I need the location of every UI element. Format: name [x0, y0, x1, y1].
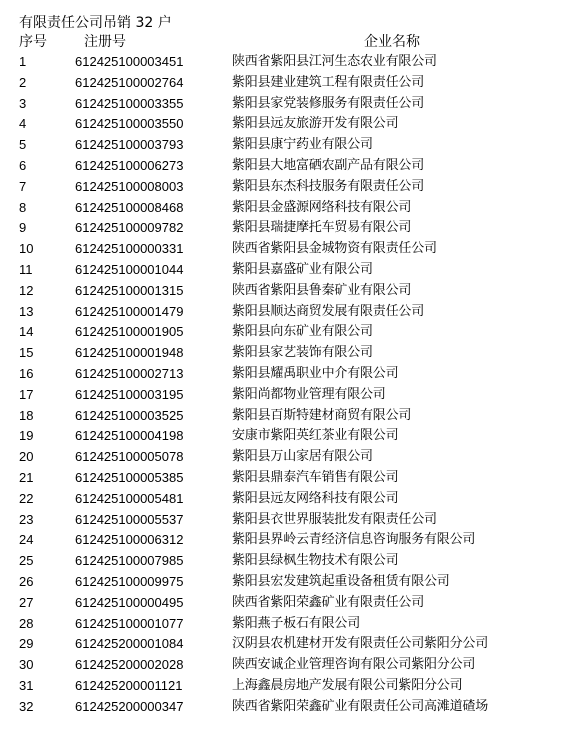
row-serial-number: 5	[19, 137, 27, 153]
table-row	[19, 655, 569, 676]
row-serial-number: 11	[19, 261, 33, 277]
row-registration-number: 612425100003451	[75, 54, 184, 69]
row-serial-number: 20	[19, 449, 34, 465]
table-row	[19, 94, 569, 115]
row-serial-number: 7	[19, 178, 27, 194]
table-row	[19, 447, 569, 468]
row-serial-number: 31	[19, 677, 34, 693]
row-company-name: 紫阳县康宁药业有限公司	[232, 137, 373, 153]
row-company-name: 紫阳县万山家居有限公司	[232, 449, 373, 465]
table-row	[19, 510, 569, 531]
table-row	[19, 343, 569, 364]
table-body	[19, 52, 569, 718]
row-registration-number: 612425100001905	[75, 324, 184, 340]
row-serial-number: 19	[19, 428, 34, 444]
row-registration-number: 612425100002713	[75, 365, 184, 381]
row-registration-number: 612425100001315	[75, 282, 184, 298]
header-registration-number: 注册号	[84, 34, 126, 50]
table-row	[19, 198, 569, 219]
table-row	[19, 676, 569, 697]
row-company-name: 紫阳县宏发建筑起重设备租赁有限公司	[232, 573, 450, 589]
row-registration-number: 612425200001121	[75, 677, 183, 693]
row-serial-number: 24	[19, 532, 34, 548]
table-row	[19, 135, 569, 156]
row-registration-number: 612425100000331	[75, 241, 184, 257]
row-company-name: 陕西省紫阳荣鑫矿业有限责任公司	[232, 594, 425, 610]
row-registration-number: 612425100003525	[75, 407, 184, 423]
row-company-name: 紫阳县远友旅游开发有限公司	[232, 116, 399, 132]
row-company-name: 紫阳县衣世界服装批发有限责任公司	[232, 511, 437, 527]
table-row	[19, 634, 569, 655]
table-row	[19, 322, 569, 343]
row-registration-number: 612425100001948	[75, 345, 184, 361]
table-row	[19, 52, 569, 73]
table-row	[19, 156, 569, 177]
row-company-name: 紫阳县远友网络科技有限公司	[232, 490, 399, 506]
row-serial-number: 13	[19, 303, 34, 319]
row-registration-number: 612425200001084	[75, 636, 184, 652]
row-serial-number: 1	[19, 54, 27, 69]
row-registration-number: 612425100003355	[75, 95, 184, 111]
row-serial-number: 29	[19, 636, 34, 652]
row-company-name: 紫阳县东杰科技服务有限责任公司	[232, 178, 425, 194]
row-company-name: 汉阴县农机建材开发有限责任公司紫阳分公司	[232, 636, 489, 652]
row-registration-number: 612425100007985	[75, 553, 184, 569]
row-registration-number: 612425100001044	[75, 261, 184, 277]
row-serial-number: 28	[19, 615, 34, 631]
table-row	[19, 302, 569, 323]
row-registration-number: 612425100009782	[75, 220, 184, 236]
table-row	[19, 73, 569, 94]
row-registration-number: 612425100005537	[75, 511, 184, 527]
table-row	[19, 593, 569, 614]
row-registration-number: 612425100008003	[75, 178, 184, 194]
row-serial-number: 9	[19, 220, 27, 236]
row-serial-number: 10	[19, 241, 34, 257]
row-registration-number: 612425100003195	[75, 386, 184, 402]
row-company-name: 陕西省紫阳县金城物资有限责任公司	[232, 241, 437, 257]
row-registration-number: 612425100005078	[75, 449, 184, 465]
row-serial-number: 30	[19, 657, 34, 673]
row-company-name: 上海鑫晨房地产发展有限公司紫阳分公司	[232, 677, 463, 693]
table-header	[19, 33, 569, 52]
document	[19, 14, 569, 718]
table-row	[19, 551, 569, 572]
row-registration-number: 612425100004198	[75, 428, 184, 444]
row-registration-number: 612425100000495	[75, 594, 184, 610]
row-serial-number: 21	[19, 469, 34, 485]
table-row	[19, 489, 569, 510]
row-company-name: 紫阳县大地富硒农副产品有限公司	[232, 157, 425, 173]
table-row	[19, 406, 569, 427]
row-registration-number: 612425100003550	[75, 116, 184, 132]
table-row	[19, 177, 569, 198]
row-registration-number: 612425100006273	[75, 157, 184, 173]
row-registration-number: 612425100003793	[75, 137, 184, 153]
header-serial-number: 序号	[19, 34, 47, 50]
row-serial-number: 27	[19, 594, 34, 610]
document-title: 有限责任公司吊销 32 户	[19, 15, 172, 31]
row-serial-number: 14	[19, 324, 34, 340]
table-row	[19, 218, 569, 239]
row-serial-number: 23	[19, 511, 34, 527]
row-registration-number: 612425100001479	[75, 303, 184, 319]
table-row	[19, 260, 569, 281]
row-registration-number: 612425100008468	[75, 199, 184, 215]
row-company-name: 陕西省紫阳县鲁秦矿业有限公司	[232, 282, 412, 298]
row-serial-number: 4	[19, 116, 27, 132]
row-company-name: 紫阳县耀禹职业中介有限公司	[232, 365, 399, 381]
table-row	[19, 572, 569, 593]
row-serial-number: 3	[19, 95, 27, 111]
table-row	[19, 614, 569, 635]
row-company-name: 紫阳县嘉盛矿业有限公司	[232, 261, 373, 277]
row-company-name: 紫阳县鼎泰汽车销售有限公司	[232, 469, 399, 485]
row-registration-number: 612425100005385	[75, 469, 184, 485]
row-registration-number: 612425100001077	[75, 615, 184, 631]
table-row	[19, 281, 569, 302]
table-row	[19, 468, 569, 489]
row-company-name: 紫阳县界岭云青经济信息咨询服务有限公司	[232, 532, 476, 548]
row-company-name: 陕西安诚企业管理咨询有限公司紫阳分公司	[232, 657, 476, 673]
row-serial-number: 25	[19, 553, 34, 569]
table-row	[19, 385, 569, 406]
row-company-name: 紫阳县建业建筑工程有限责任公司	[232, 74, 425, 90]
row-company-name: 紫阳尚都物业管理有限公司	[232, 386, 386, 402]
row-serial-number: 18	[19, 407, 34, 423]
table-row	[19, 530, 569, 551]
row-company-name: 安康市紫阳英红茶业有限公司	[232, 428, 399, 444]
row-registration-number: 612425100005481	[75, 490, 184, 506]
row-serial-number: 12	[19, 282, 34, 298]
row-company-name: 紫阳县瑞捷摩托车贸易有限公司	[232, 220, 412, 236]
row-serial-number: 32	[19, 698, 34, 714]
row-company-name: 紫阳县绿枫生物技术有限公司	[232, 553, 399, 569]
row-company-name: 紫阳县百斯特建材商贸有限公司	[232, 407, 412, 423]
row-serial-number: 16	[19, 365, 34, 381]
row-serial-number: 17	[19, 386, 34, 402]
table-row	[19, 697, 569, 718]
row-serial-number: 2	[19, 74, 27, 90]
row-registration-number: 612425200002028	[75, 657, 184, 673]
row-company-name: 陕西省紫阳县江河生态农业有限公司	[232, 54, 437, 69]
row-company-name: 紫阳县顺达商贸发展有限责任公司	[232, 303, 425, 319]
row-registration-number: 612425100009975	[75, 573, 184, 589]
row-registration-number: 612425100006312	[75, 532, 184, 548]
table-row	[19, 364, 569, 385]
row-company-name: 紫阳县向东矿业有限公司	[232, 324, 373, 340]
row-company-name: 紫阳县家党装修服务有限责任公司	[232, 95, 425, 111]
row-company-name: 紫阳燕子板石有限公司	[232, 615, 361, 631]
row-company-name: 陕西省紫阳荣鑫矿业有限责任公司高滩道碴场	[232, 698, 489, 714]
table-row	[19, 239, 569, 260]
row-registration-number: 612425100002764	[75, 74, 184, 90]
row-company-name: 紫阳县家艺装饰有限公司	[232, 345, 373, 361]
row-serial-number: 15	[19, 345, 34, 361]
table-row	[19, 426, 569, 447]
row-serial-number: 22	[19, 490, 34, 506]
table-row	[19, 114, 569, 135]
row-serial-number: 8	[19, 199, 27, 215]
row-serial-number: 26	[19, 573, 34, 589]
header-company-name: 企业名称	[364, 34, 420, 50]
row-serial-number: 6	[19, 157, 27, 173]
row-company-name: 紫阳县金盛源网络科技有限公司	[232, 199, 412, 215]
row-registration-number: 612425200000347	[75, 698, 184, 714]
